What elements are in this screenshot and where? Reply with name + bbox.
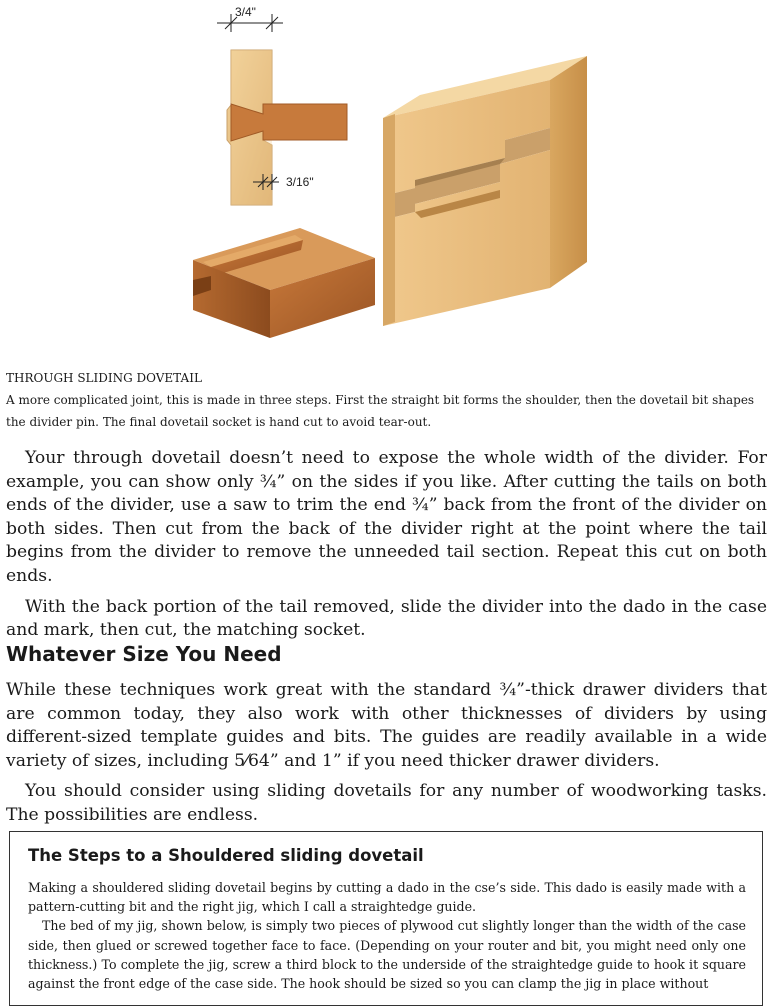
sidebar-body — [28, 878, 746, 993]
sidebar-box — [9, 831, 763, 1006]
body-paragraph: With the back portion of the tail removed, slide the divider into the dado in the case and mark, then cut, the matching socket. — [6, 596, 767, 641]
case-side-illustration — [383, 56, 587, 326]
sidebar-paragraph: The bed of my jig, shown below, is simply two pieces of plywood cut slightly longer than the width of the case side, then glued or screwed together face to face. (Depending on your router and bit, you might need only one thickness.) To complete the jig, screw a third block to the underside of the straightedge guide to hook it square against the front edge of the case side. The hook should be sized so you can clamp the jig in place without — [28, 918, 746, 992]
dimension-top: 3/4" — [235, 5, 256, 19]
sidebar-title: The Steps to a Shouldered sliding dovetail — [28, 846, 424, 865]
caption-title: THROUGH SLIDING DOVETAIL — [6, 371, 202, 385]
section-diagram — [217, 5, 347, 205]
section-body — [6, 679, 767, 835]
body-paragraph: While these techniques work great with the standard ¾”-thick drawer dividers that are common today, they also work with other thicknesses of dividers by using different-sized template guides and bits. The guides are readily available in a wide variety of sizes, including 5⁄64” and 1” if you need thicker drawer dividers. — [6, 680, 767, 771]
sidebar-paragraph: Making a shouldered sliding dovetail begins by cutting a dado in the cse’s side. This dado is easily made with a pattern-cutting bit and the right jig, which I call a straightedge guide. — [28, 880, 746, 915]
figure-caption — [6, 367, 766, 433]
divider-illustration — [193, 228, 375, 338]
body-paragraph: You should consider using sliding dovetails for any number of woodworking tasks. The possibilities are endless. — [6, 781, 767, 825]
body-paragraph: Your through dovetail doesn’t need to expose the whole width of the divider. For example, you can show only ¾” on the sides if you like. After cutting the tails on both ends of the divider, use a saw to trim the end ¾” back from the front of the divider on both sides. Then cut from the back of the divider right at the point where the tail begins from the divider to remove the unneeded tail section. Repeat this cut on both ends. — [6, 448, 767, 586]
dimension-mid: 3/16" — [286, 175, 314, 189]
body-section — [6, 447, 767, 650]
dovetail-illustration — [175, 0, 595, 355]
caption-text: A more complicated joint, this is made in three steps. First the straight bit forms the shoulder, then the dovetail bit shapes the divider pin. The final dovetail socket is hand cut to avoid tear-out. — [6, 393, 755, 429]
section-heading: Whatever Size You Need — [6, 642, 282, 666]
